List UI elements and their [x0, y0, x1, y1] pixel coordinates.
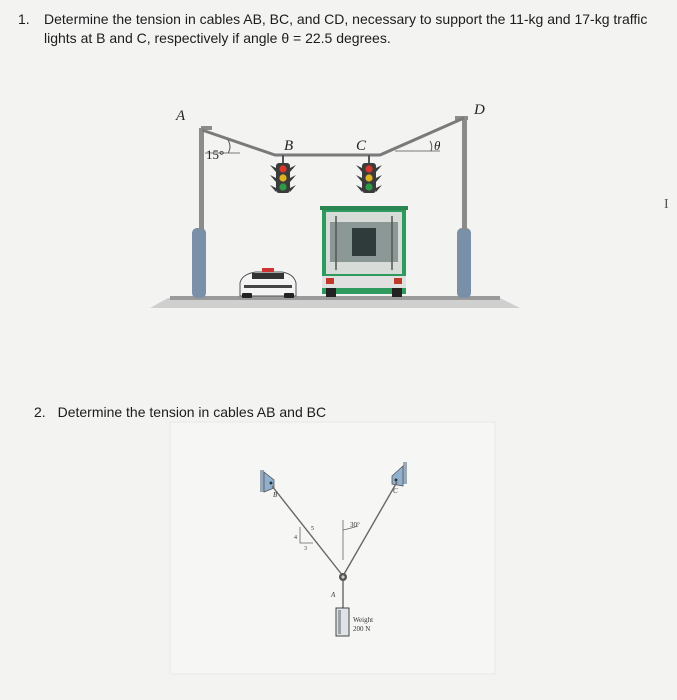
police-car: [240, 268, 296, 298]
figure-2-slope-vert: 4: [294, 535, 297, 541]
figure-1-label-c: C: [356, 138, 367, 154]
question-1-number: 1.: [18, 11, 30, 27]
figure-1-traffic-lights: [150, 102, 520, 308]
figure-2-label-c: C: [393, 487, 398, 495]
figure-2-weight-label: Weight: [353, 616, 374, 624]
figure-1-label-d: D: [474, 102, 485, 118]
traffic-light-c: [356, 163, 382, 193]
figure-2-label-b: B: [273, 491, 278, 499]
figure-2-weight-value: 200 N: [353, 625, 371, 633]
figure-1-angle-15: 15°: [206, 147, 225, 162]
question-2-text: Determine the tension in cables AB and BC: [57, 404, 327, 420]
question-2-number: 2.: [34, 404, 46, 420]
question-1-text: Determine the tension in cables AB, BC, and CD, necessary to support the 11-kg and 17-kg traffic lights at B and C, respectively if angle θ = 22.5 degrees.: [44, 11, 648, 46]
traffic-light-b: [270, 163, 296, 193]
figure-1-label-b: B: [284, 138, 294, 154]
figure-1-label-a: A: [176, 108, 186, 124]
figure-1-angle-theta: θ: [434, 138, 441, 153]
text-cursor-icon: I: [664, 197, 669, 212]
figure-2-slope-hyp: 5: [311, 526, 314, 532]
truck: [320, 206, 408, 297]
weight-block: [336, 608, 349, 636]
figure-2-cables: [170, 422, 495, 674]
figure-2-angle: 30°: [350, 521, 360, 529]
figure-2-label-a: A: [331, 591, 336, 599]
figure-2-slope-horiz: 3: [304, 546, 307, 552]
